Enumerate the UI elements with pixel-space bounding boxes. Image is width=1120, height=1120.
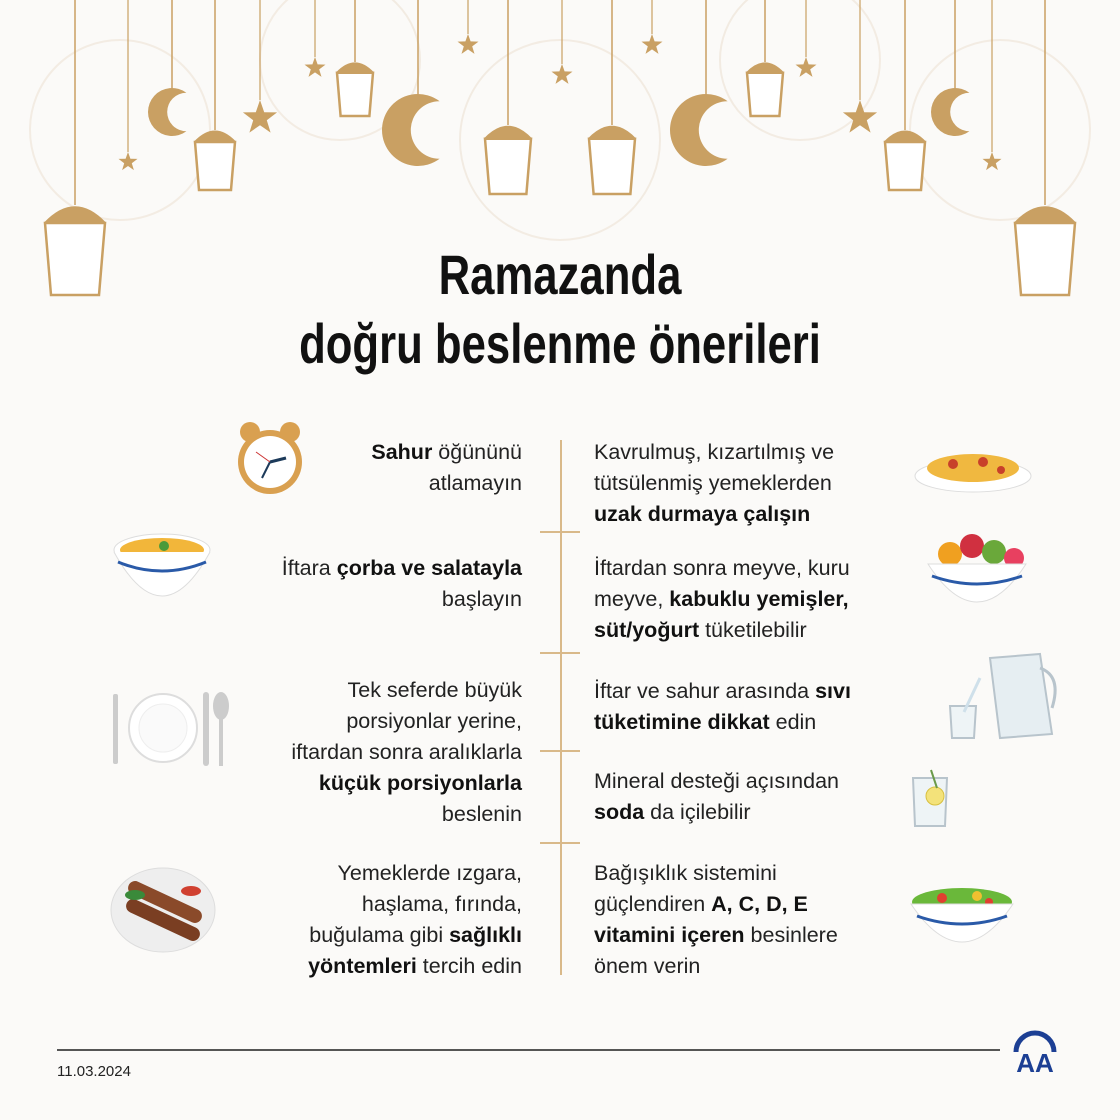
right-tip-4: [594, 766, 904, 828]
tip-text-bold: çorba ve salatayla: [336, 556, 522, 580]
star-icon: [642, 34, 663, 54]
right-tip-5: [594, 858, 904, 982]
tip-text-bold: A, C, D, E vitamini içeren: [594, 892, 808, 947]
tip-text: Tek seferde büyük porsiyonlar yerine, iftardan sonra aralıklarla: [291, 678, 522, 764]
lantern-icon: [45, 223, 105, 295]
alarm-clock-icon: [234, 420, 306, 500]
tip-text: besinlere önem verin: [594, 923, 838, 978]
aa-logo: [1010, 1030, 1060, 1075]
lantern-icon: [747, 73, 783, 116]
tip-text: tercih edin: [416, 954, 522, 978]
lantern-icon: [485, 139, 531, 194]
fruit-bowl-icon: [922, 530, 1032, 610]
tip-text: İftara: [281, 556, 337, 580]
center-divider: [560, 440, 562, 975]
tip-text: Kavrulmuş, kızartılmış ve tütsülenmiş yemeklerden: [594, 440, 835, 495]
star-icon: [983, 152, 1002, 170]
lantern-top: [337, 63, 373, 72]
star-icon: [305, 57, 326, 77]
divider-tick: [540, 750, 580, 752]
divider-tick: [540, 842, 580, 844]
star-icon: [796, 57, 817, 77]
right-tip-1: [594, 437, 904, 530]
lantern-top: [485, 127, 531, 139]
divider-tick: [540, 531, 580, 533]
lantern-top: [885, 132, 925, 143]
left-tip-3: [222, 675, 522, 830]
tip-text: edin: [769, 710, 817, 734]
lantern-top: [195, 132, 235, 143]
lantern-icon: [1015, 223, 1075, 295]
tip-text: da içilebilir: [644, 800, 751, 824]
lantern-icon: [195, 142, 235, 190]
star-icon: [119, 152, 138, 170]
tip-text-bold: küçük porsiyonlarla: [318, 771, 522, 795]
lantern-top: [1015, 207, 1075, 223]
tip-text-bold: sıvı tüketimine dikkat: [594, 679, 851, 734]
tip-text-bold: soda: [594, 800, 645, 824]
lantern-icon: [337, 73, 373, 116]
kebab-plate-icon: [95, 855, 225, 965]
crescent-icon: [148, 88, 186, 136]
star-icon: [552, 64, 573, 84]
tip-text: İftar ve sahur arasında: [594, 679, 816, 703]
lantern-top: [45, 207, 105, 223]
star-icon: [843, 100, 877, 133]
tip-text: başlayın: [441, 587, 522, 611]
lantern-icon: [589, 139, 635, 194]
star-icon: [243, 100, 277, 133]
tip-text: beslenin: [441, 802, 522, 826]
fried-food-plate-icon: [913, 440, 1033, 496]
tip-text-bold: Sahur: [371, 440, 433, 464]
star-icon: [458, 34, 479, 54]
tip-text-bold: kabuklu yemişler, süt/yoğurt: [594, 587, 849, 642]
crescent-icon: [382, 94, 440, 166]
tip-text: tüketilebilir: [699, 618, 807, 642]
tip-text: Yemeklerde ızgara, haşlama, fırında, buğulama gibi: [309, 861, 522, 947]
left-tip-2: [222, 553, 522, 615]
plate-cutlery-icon: [105, 688, 235, 768]
footer-divider: [57, 1049, 1000, 1051]
divider-tick: [540, 652, 580, 654]
crescent-icon: [670, 94, 728, 166]
soda-glass-icon: [905, 768, 955, 830]
title-line-1: Ramazanda: [438, 243, 682, 306]
tip-text: Bağışıklık sistemini güçlendiren: [594, 861, 777, 916]
salad-bowl-icon: [907, 880, 1017, 952]
lantern-icon: [885, 142, 925, 190]
tip-text-bold: sağlıklı yöntemleri: [308, 923, 522, 978]
water-jug-icon: [940, 648, 1065, 743]
right-tip-3: [594, 676, 904, 738]
tip-text: Mineral desteği açısından: [594, 769, 840, 793]
soup-bowl-icon: [112, 530, 212, 602]
tip-text: İftardan sonra meyve, kuru meyve,: [594, 556, 850, 611]
left-tip-4: [222, 858, 522, 982]
aa-logo-text: AA: [1016, 1048, 1054, 1075]
tip-text: öğününü atlamayın: [428, 440, 522, 495]
tip-text-bold: uzak durmaya çalışın: [594, 502, 811, 526]
right-tip-2: [594, 553, 904, 646]
lantern-top: [747, 63, 783, 72]
publish-date: 11.03.2024: [57, 1063, 131, 1080]
title-line-2: doğru beslenme önerileri: [299, 312, 821, 375]
crescent-icon: [931, 88, 969, 136]
lantern-top: [589, 127, 635, 139]
